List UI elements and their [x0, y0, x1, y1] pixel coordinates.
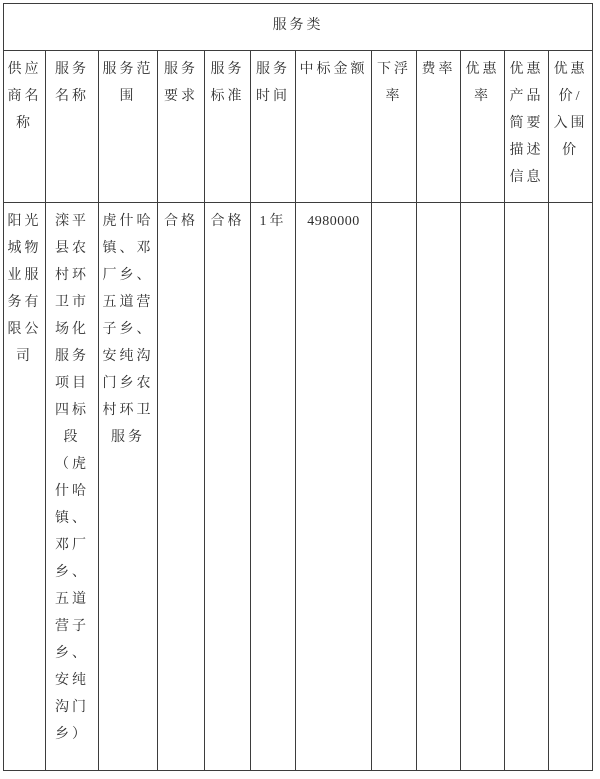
cell-service-name: 滦平县农村环卫市场化服务项目四标段（虎什哈镇、邓厂乡、五道营子乡、安纯沟门乡） — [46, 203, 99, 771]
cell-fee-rate — [417, 203, 461, 771]
service-bid-table — [3, 3, 593, 771]
col-header-bid-amount: 中标金额 — [296, 51, 372, 203]
col-header-pref-price: 优惠价/入围价 — [549, 51, 593, 203]
col-header-pref-rate: 优惠率 — [461, 51, 505, 203]
col-header-pref-desc: 优惠产品简要描述信息 — [505, 51, 549, 203]
category-header: 服务类 — [4, 4, 593, 51]
col-header-supplier-name: 供应商名称 — [4, 51, 46, 203]
cell-discount-rate — [372, 203, 417, 771]
col-header-service-time: 服务时间 — [251, 51, 296, 203]
col-header-discount-rate: 下浮率 — [372, 51, 417, 203]
cell-pref-desc — [505, 203, 549, 771]
cell-bid-amount: 4980000 — [296, 203, 372, 771]
cell-service-scope: 虎什哈镇、邓厂乡、五道营子乡、安纯沟门乡农村环卫服务 — [99, 203, 158, 771]
cell-supplier-name: 阳光城物业服务有限公司 — [4, 203, 46, 771]
cell-service-req: 合格 — [158, 203, 205, 771]
cell-pref-rate — [461, 203, 505, 771]
category-row — [4, 4, 593, 51]
column-header-row — [4, 51, 593, 203]
col-header-fee-rate: 费率 — [417, 51, 461, 203]
col-header-service-name: 服务名称 — [46, 51, 99, 203]
col-header-service-req: 服务要求 — [158, 51, 205, 203]
cell-service-std: 合格 — [205, 203, 251, 771]
cell-service-time: 1年 — [251, 203, 296, 771]
table-row — [4, 203, 593, 771]
col-header-service-scope: 服务范围 — [99, 51, 158, 203]
col-header-service-std: 服务标准 — [205, 51, 251, 203]
cell-pref-price — [549, 203, 593, 771]
